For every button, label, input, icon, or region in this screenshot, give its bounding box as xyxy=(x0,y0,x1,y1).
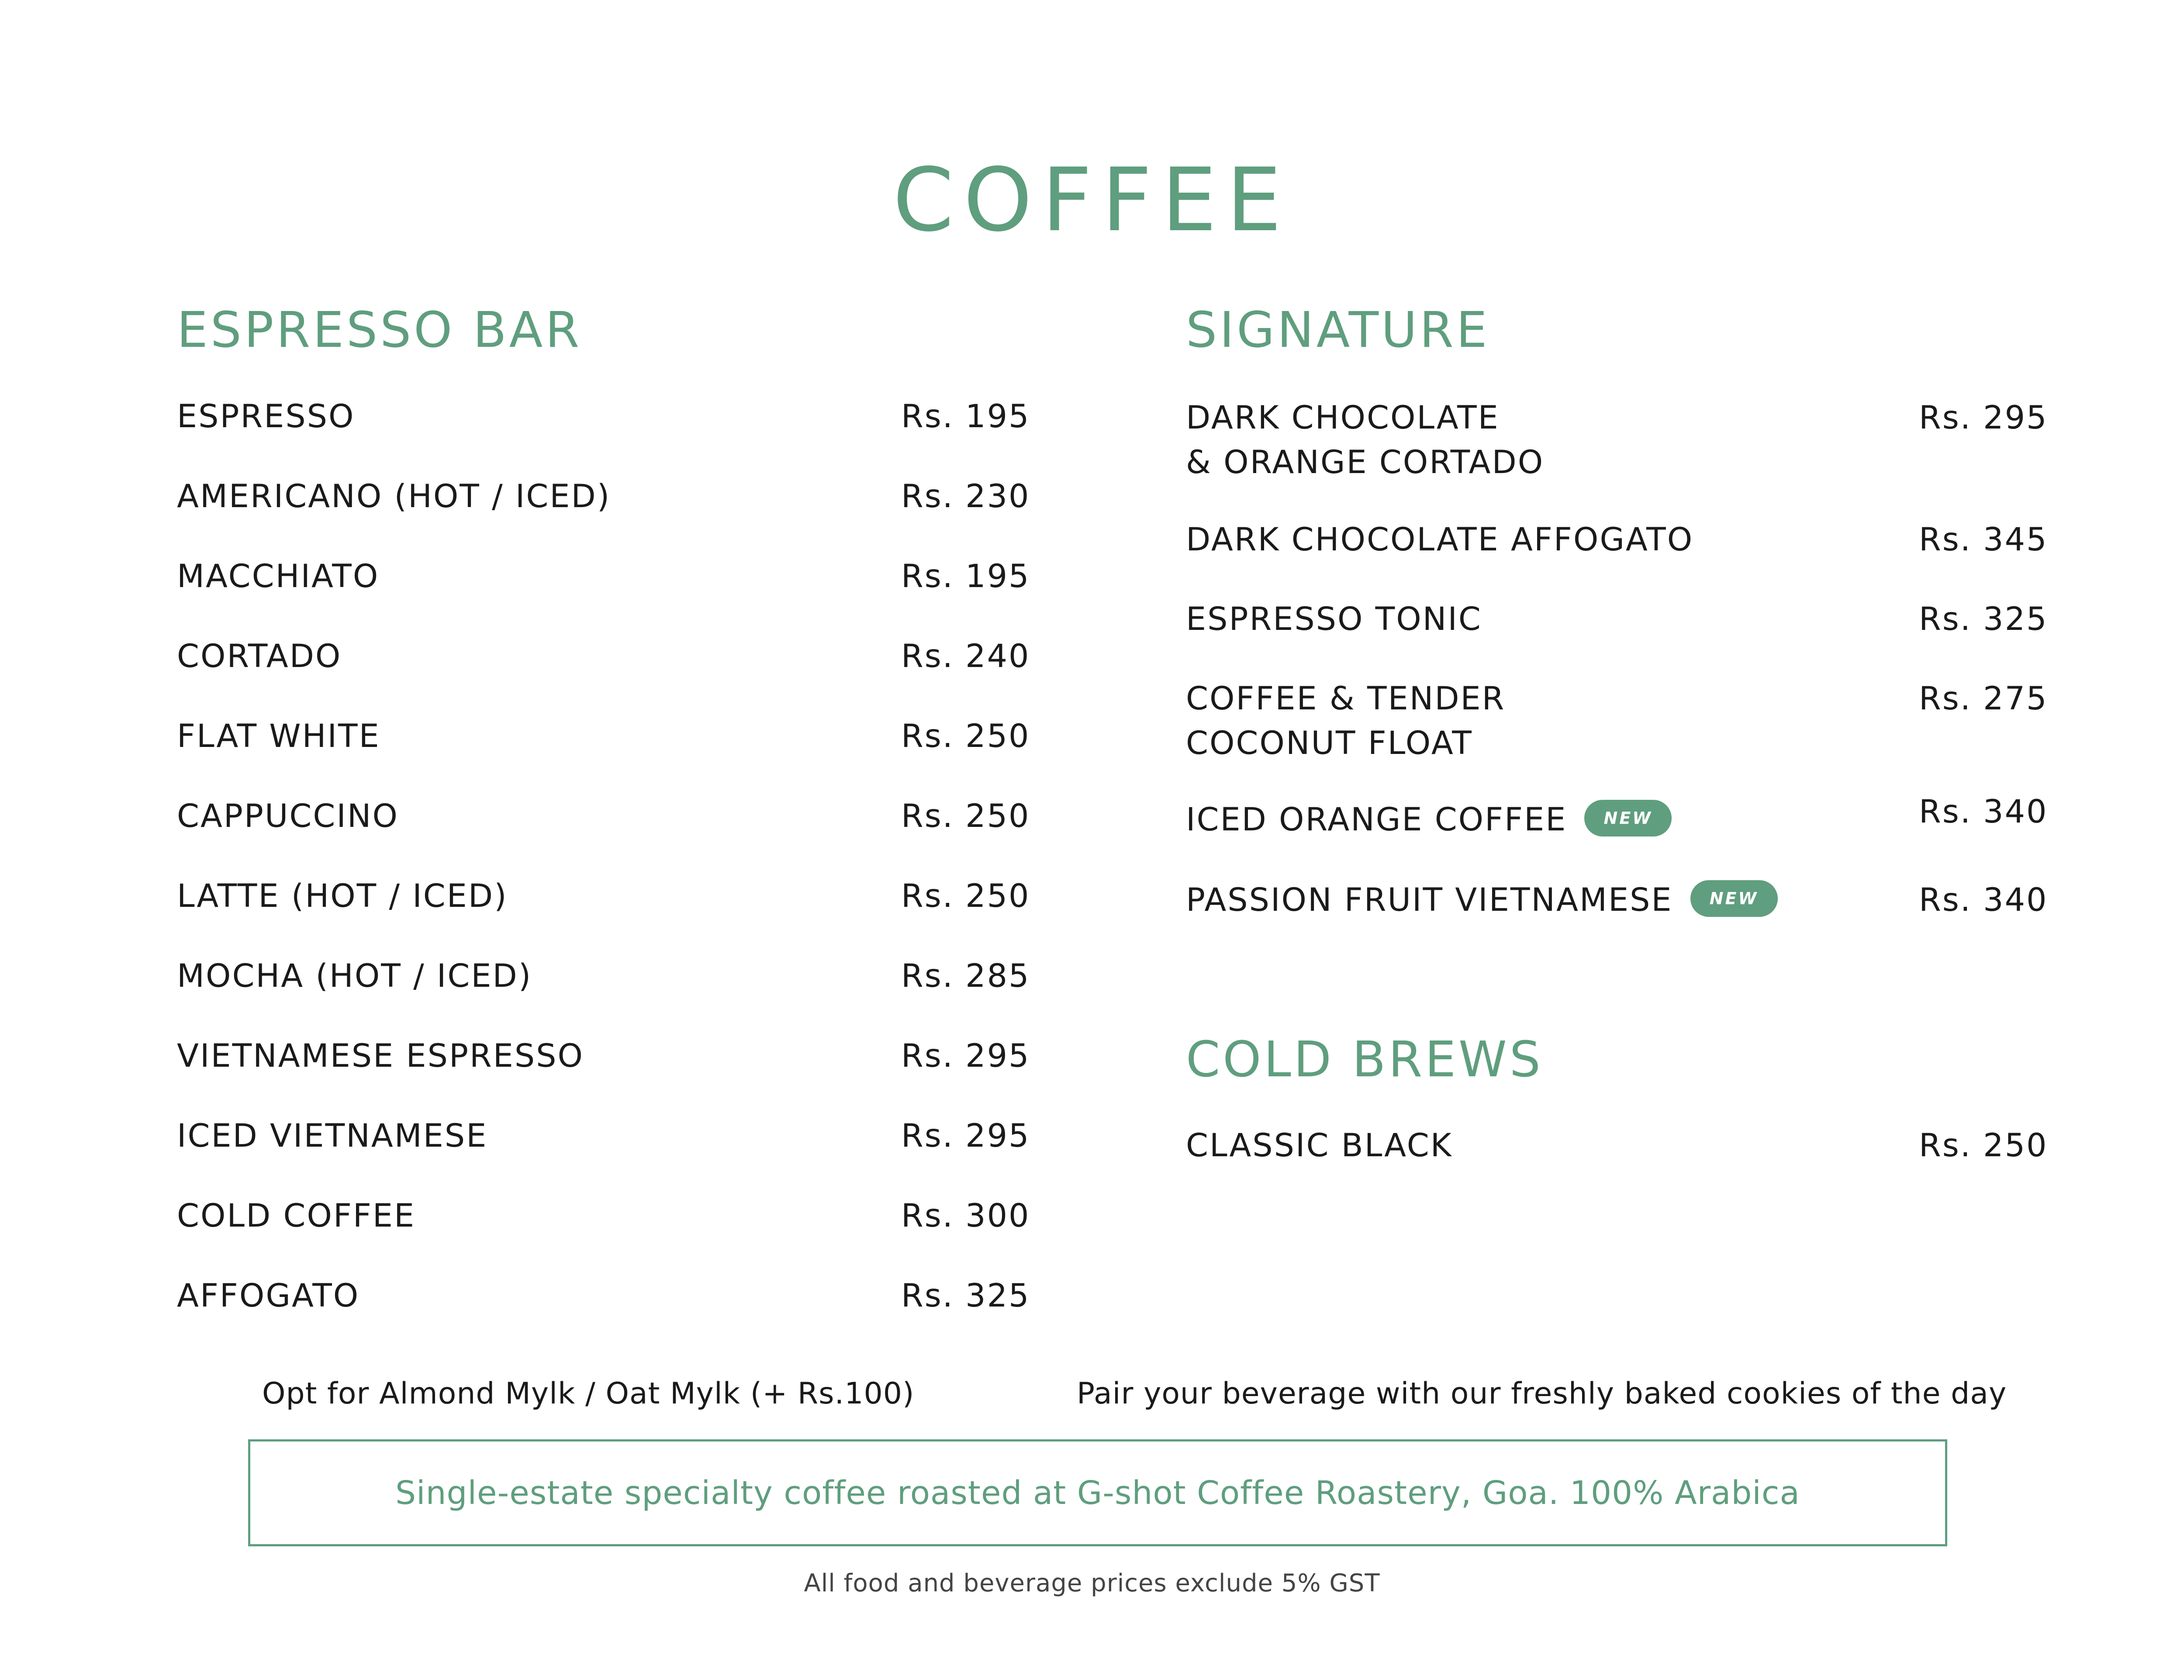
item-name: ESPRESSO xyxy=(177,398,355,435)
item-name: LATTE (HOT / ICED) xyxy=(177,878,508,915)
item-name: AMERICANO (HOT / ICED) xyxy=(177,478,611,515)
new-badge: NEW xyxy=(1584,800,1672,837)
item-price: Rs. 325 xyxy=(901,1277,1030,1314)
item-price: Rs. 295 xyxy=(1919,399,2048,436)
item-name-text: ICED ORANGE COFFEE xyxy=(1186,801,1567,838)
item-name: CORTADO xyxy=(177,638,342,675)
item-price: Rs. 240 xyxy=(901,638,1030,675)
item-name-line1: COFFEE & TENDER xyxy=(1186,680,1506,717)
info-box-text: Single-estate specialty coffee roasted at G-shot Coffee Roastery, Goa. 100% Arabica xyxy=(395,1474,1800,1512)
item-price: Rs. 250 xyxy=(901,878,1030,915)
cold-brews-title: COLD BREWS xyxy=(1186,1031,1543,1088)
item-price: Rs. 285 xyxy=(901,958,1030,995)
item-name: DARK CHOCOLATE AFFOGATO xyxy=(1186,521,1694,558)
new-badge: NEW xyxy=(1690,880,1778,917)
item-price: Rs. 340 xyxy=(1919,881,2048,919)
espresso-bar-title: ESPRESSO BAR xyxy=(177,302,582,359)
cookies-note: Pair your beverage with our freshly baked cookies of the day xyxy=(1077,1376,2007,1411)
item-name xyxy=(1186,396,1544,485)
item-price: Rs. 275 xyxy=(1919,680,2048,717)
item-name: ESPRESSO TONIC xyxy=(1186,601,1482,638)
item-name-line1: DARK CHOCOLATE xyxy=(1186,399,1500,436)
item-price: Rs. 195 xyxy=(901,558,1030,595)
item-price: Rs. 345 xyxy=(1919,521,2048,558)
item-name xyxy=(1186,878,1778,923)
item-name-line2: & ORANGE CORTADO xyxy=(1186,444,1545,481)
item-name: VIETNAMESE ESPRESSO xyxy=(177,1037,584,1075)
item-price: Rs. 295 xyxy=(901,1037,1030,1075)
item-name: ICED VIETNAMESE xyxy=(177,1117,488,1155)
item-name: CLASSIC BLACK xyxy=(1186,1127,1453,1164)
page-title: COFFEE xyxy=(893,149,1291,251)
item-name: AFFOGATO xyxy=(177,1277,360,1314)
gst-note: All food and beverage prices exclude 5% GST xyxy=(804,1569,1380,1597)
signature-title: SIGNATURE xyxy=(1186,302,1490,359)
item-price: Rs. 195 xyxy=(901,398,1030,435)
item-price: Rs. 230 xyxy=(901,478,1030,515)
item-name-text: PASSION FRUIT VIETNAMESE xyxy=(1186,881,1673,919)
item-price: Rs. 295 xyxy=(901,1117,1030,1155)
item-name-line2: COCONUT FLOAT xyxy=(1186,725,1473,762)
item-name: COLD COFFEE xyxy=(177,1197,416,1234)
item-name: CAPPUCCINO xyxy=(177,798,399,835)
item-name: MOCHA (HOT / ICED) xyxy=(177,958,532,995)
item-price: Rs. 340 xyxy=(1919,793,2048,830)
item-name xyxy=(1186,798,1672,842)
item-name: MACCHIATO xyxy=(177,558,380,595)
item-name: FLAT WHITE xyxy=(177,718,380,755)
item-price: Rs. 250 xyxy=(901,798,1030,835)
info-box xyxy=(248,1439,1947,1546)
item-price: Rs. 250 xyxy=(1919,1127,2048,1164)
item-price: Rs. 325 xyxy=(1919,601,2048,638)
item-price: Rs. 300 xyxy=(901,1197,1030,1234)
item-name xyxy=(1186,677,1505,766)
milk-note: Opt for Almond Mylk / Oat Mylk (+ Rs.100) xyxy=(262,1376,915,1411)
item-price: Rs. 250 xyxy=(901,718,1030,755)
